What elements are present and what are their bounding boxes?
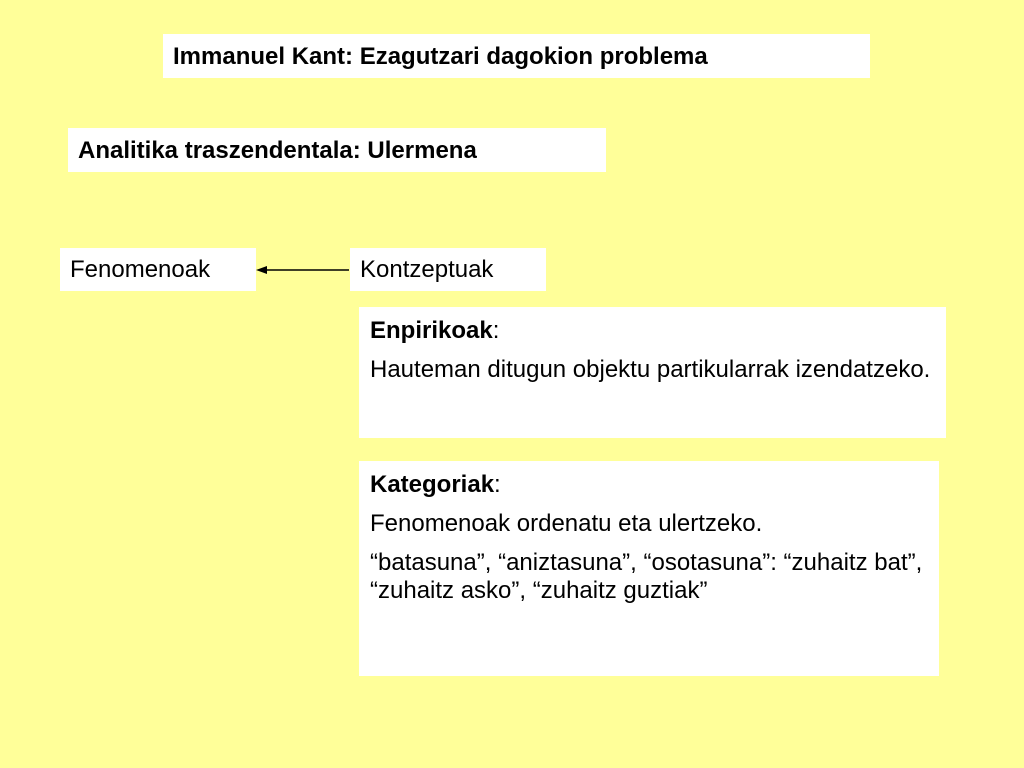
kontzeptuak-node: Kontzeptuak [350,248,546,291]
enpirikoak-heading: Enpirikoak [370,317,493,344]
enpirikoak-box [359,307,946,438]
kategoriak-heading-line [370,471,929,499]
kategoriak-heading: Kategoriak [370,471,495,498]
slide-subtitle: Analitika traszendentala: Ulermena [68,128,606,172]
slide-title: Immanuel Kant: Ezagutzari dagokion problema [163,34,870,78]
kategoriak-box [359,461,939,676]
enpirikoak-heading-line [370,317,936,345]
enpirikoak-description: Hauteman ditugun objektu partikularrak izendatzeko. [370,356,931,383]
kategoriak-examples: “batasuna”, “aniztasuna”, “osotasuna”: “zuhaitz bat”, “zuhaitz asko”, “zuhaitz guztiak” [370,549,923,604]
kategoriak-colon: : [494,471,501,498]
kategoriak-description: Fenomenoak ordenatu eta ulertzeko. [370,510,763,537]
fenomenoak-node: Fenomenoak [60,248,256,291]
enpirikoak-colon: : [492,317,500,344]
arrow-head-icon [256,266,267,274]
